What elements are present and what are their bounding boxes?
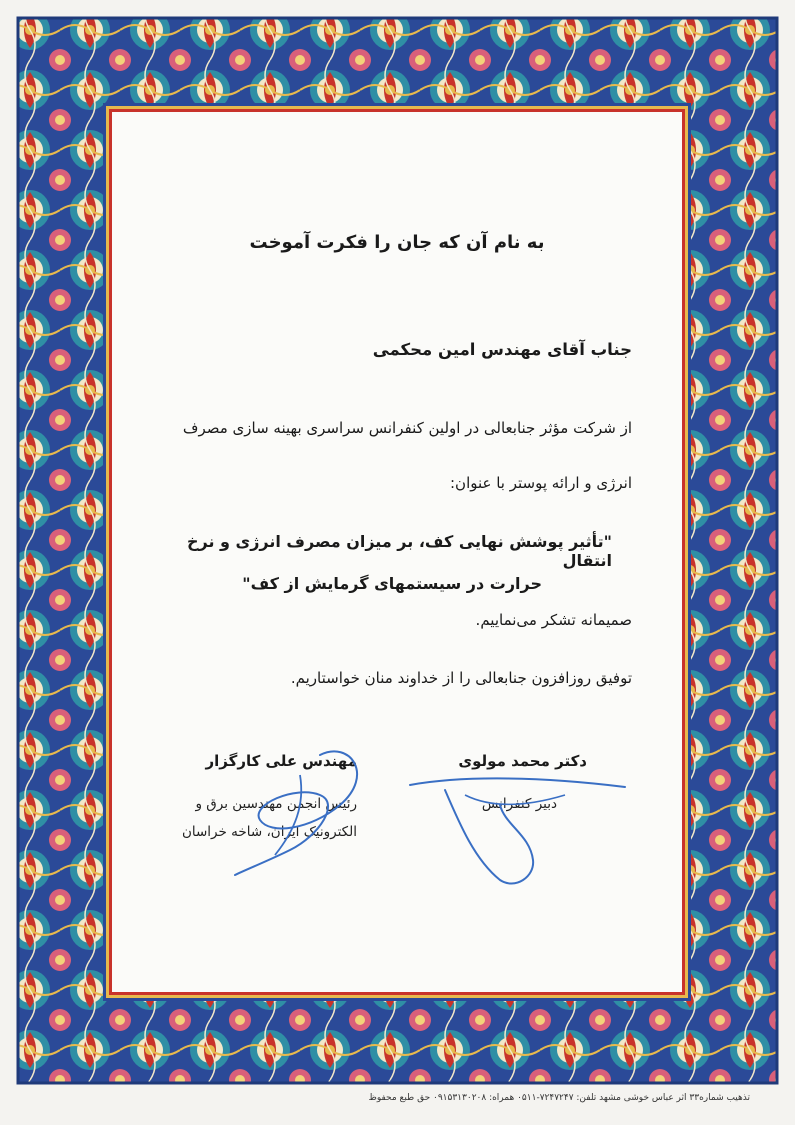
signatory-left-role-line2: الکترونیک ایران، شاخه خراسان bbox=[181, 824, 357, 840]
signatory-right-name: دکتر محمد مولوی bbox=[458, 752, 587, 770]
signatory-left-name: مهندس علی کارگزار bbox=[205, 752, 357, 770]
signature-right bbox=[405, 765, 635, 895]
signatory-right-role: دبیر کنفرانس bbox=[481, 796, 557, 812]
signature-left bbox=[200, 735, 380, 885]
wish-line: توفیق روزافزون جنابعالی را از خداوند منان خواستاریم. bbox=[290, 669, 632, 687]
thanks-line: صمیمانه تشکر می‌نماییم. bbox=[475, 611, 632, 629]
signatory-left-role-line1: رئیس انجمن مهندسین برق و bbox=[195, 796, 357, 812]
paragraph-poster: انرژی و ارائه پوستر با عنوان: bbox=[450, 474, 632, 492]
poster-title-line1: "تأثیر پوشش نهایی کف، بر میزان مصرف انرژی و نرخ انتقال bbox=[186, 532, 612, 570]
printer-footer: تذهیب شماره۳۳ اثر عباس خوشی مشهد تلفن: ۷۲۴۷۲۴۷-۰۵۱۱ همراه: ۰۹۱۵۳۱۳۰۲۰۸ حق طبع محفوظ bbox=[368, 1093, 750, 1103]
poster-title-line2: حرارت در سیستمهای گرمایش از کف" bbox=[242, 574, 542, 593]
paragraph-participation: از شرکت مؤثر جنابعالی در اولین کنفرانس سراسری بهینه سازی مصرف bbox=[182, 419, 632, 437]
certificate-heading: به نام آن که جان را فکرت آموخت bbox=[249, 232, 545, 253]
recipient-name: جناب آقای مهندس امین محکمی bbox=[372, 340, 632, 359]
